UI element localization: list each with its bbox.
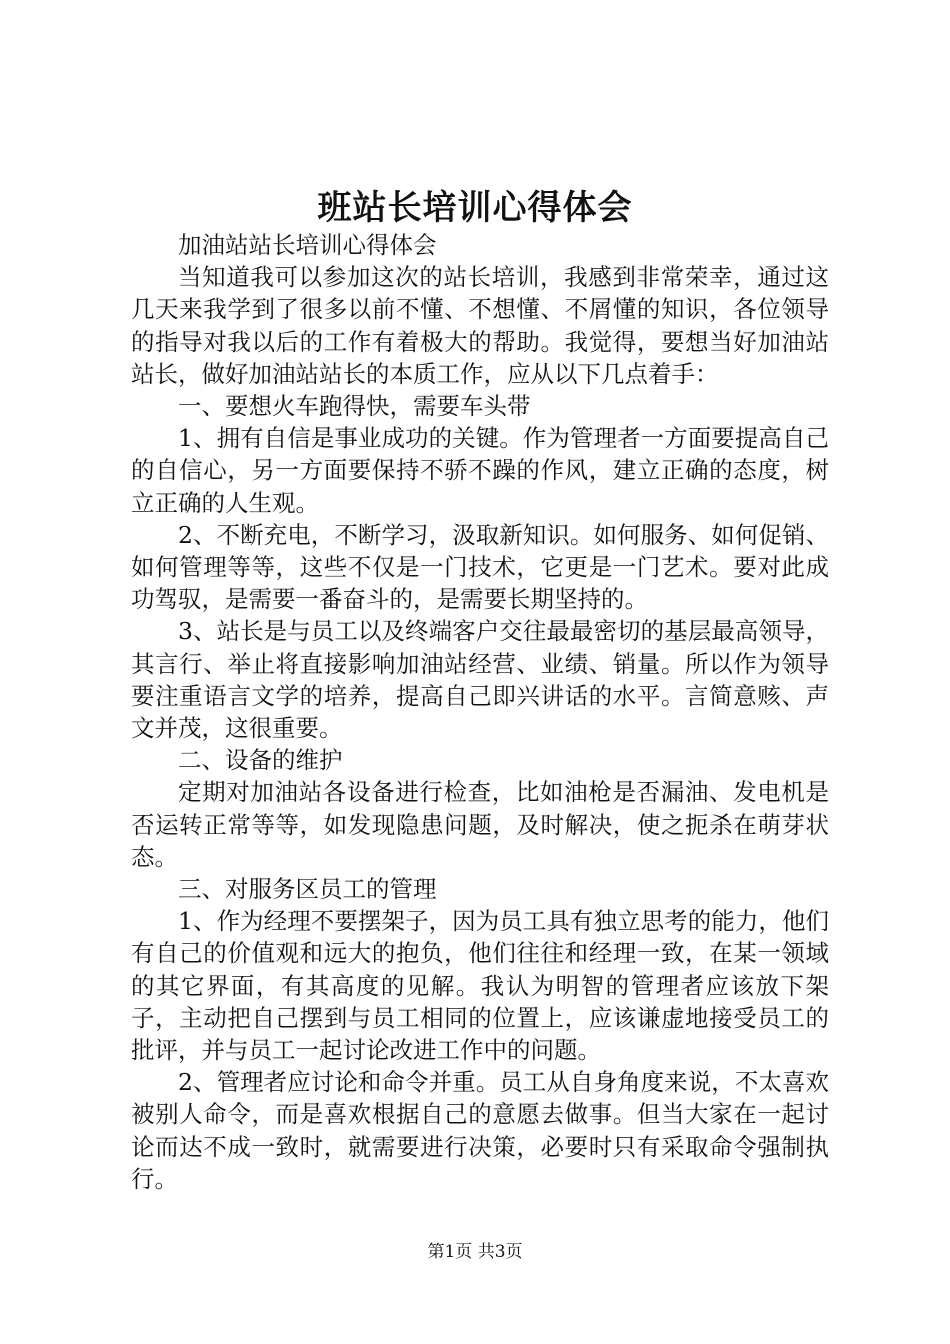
paragraph: 1、拥有自信是事业成功的关键。作为管理者一方面要提高自己的自信心，另一方面要保持不骄不躁的作风，建立正确的态度，树立正确的人生观。 (131, 424, 829, 517)
document-body (131, 229, 829, 1195)
page-footer: 第1页 共3页 (427, 1242, 523, 1262)
section-heading: 二、设备的维护 (178, 746, 343, 775)
paragraph: 定期对加油站各设备进行检查，比如油枪是否漏油、发电机是否运转正常等等，如发现隐患问题，及时解决，使之扼杀在萌芽状态。 (131, 778, 829, 871)
paragraph: 当知道我可以参加这次的站长培训，我感到非常荣幸，通过这几天来我学到了很多以前不懂、不想懂、不屑懂的知识，各位领导的指导对我以后的工作有着极大的帮助。我觉得，要想当好加油站站长，做好加油站站长的本质工作，应从以下几点着手： (131, 263, 829, 388)
section-heading: 一、要想火车跑得快，需要车头带 (178, 392, 531, 421)
paragraph: 1、作为经理不要摆架子，因为员工具有独立思考的能力，他们有自己的价值观和远大的抱负，他们往往和经理一致，在某一领域的其它界面，有其高度的见解。我认为明智的管理者应该放下架子，主动把自己摆到与员工相同的位置上，应该谦虚地接受员工的批评，并与员工一起讨论改进工作中的问题。 (131, 907, 829, 1065)
section-heading: 三、对服务区员工的管理 (178, 875, 437, 904)
paragraph: 2、管理者应讨论和命令并重。员工从自身角度来说，不太喜欢被别人命令，而是喜欢根据自己的意愿去做事。但当大家在一起讨论而达不成一致时，就需要进行决策，必要时只有采取命令强制执行。 (131, 1068, 829, 1193)
document-title: 班站长培训心得体会 (317, 188, 633, 228)
paragraph: 加油站站长培训心得体会 (178, 231, 437, 259)
paragraph: 2、不断充电，不断学习，汲取新知识。如何服务、如何促销、如何管理等等，这些不仅是一门技术，它更是一门艺术。要对此成功驾驭，是需要一番奋斗的，是需要长期坚持的。 (131, 520, 829, 614)
paragraph: 3、站长是与员工以及终端客户交往最最密切的基层最高领导，其言行、举止将直接影响加油站经营、业绩、销量。所以作为领导要注重语言文学的培养，提高自己即兴讲话的水平。言简意赅、声文并茂，这很重要。 (131, 617, 829, 743)
